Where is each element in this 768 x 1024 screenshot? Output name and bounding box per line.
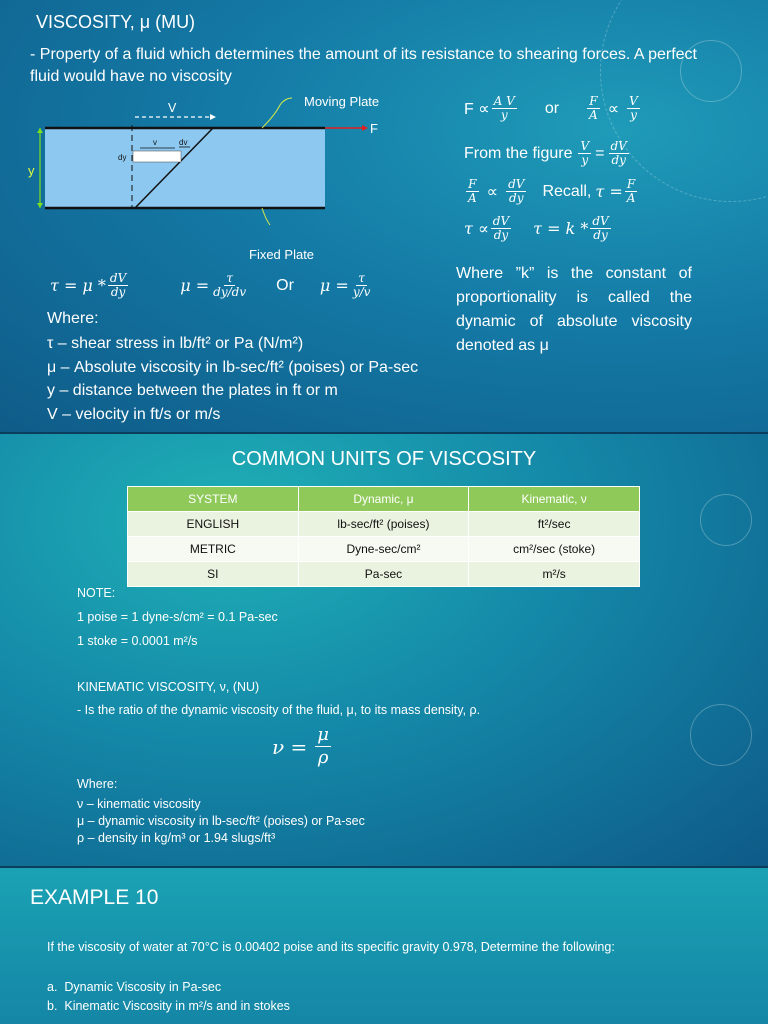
cell-system: METRIC [128,537,299,562]
dv-label: dv [179,138,188,147]
cell-kinematic: cm²/sec (stoke) [469,537,640,562]
def-nu: ν – kinematic viscosity [77,797,201,811]
fixed-plate-label: Fixed Plate [249,247,315,262]
cell-dynamic: Dyne-sec/cm² [298,537,469,562]
decor-circle [700,494,752,546]
def-mu-dynamic: μ – dynamic viscosity in lb-sec/ft² (poises) or Pa-sec [77,814,365,828]
eq-force-proportion: F ∝ $\frac{\text{A V}}{y}$ or $\frac{F}{A}$ ∝ $\frac{V}{y}$ [464,94,638,122]
k-constant-note: Where ”k” is the constant of proportionality is called the dynamic of absolute viscosity denoted as μ [456,265,692,354]
dy-label: dy [118,153,127,162]
kinematic-definition: - Is the ratio of the dynamic viscosity of the fluid, μ, to its mass density, ρ. [77,703,481,717]
slide2-title: COMMON UNITS OF VISCOSITY [231,448,537,470]
fixed-plate-leader [262,208,270,225]
slide-example [0,868,768,1024]
v-label: v [153,138,157,147]
example-item-a: a. Dynamic Viscosity in Pa-sec [47,980,222,994]
table-row [128,562,640,587]
force-label: F [370,121,378,136]
kinematic-title: KINEMATIC VISCOSITY, ν, (NU) [77,680,260,694]
header-dynamic: Dynamic, μ [298,487,469,512]
example-items [47,978,290,1016]
cell-kinematic: ft²/sec [469,512,640,537]
def-y: y – distance between the plates in ft or m [47,382,338,399]
kinematic-formula: ν = $\frac{\mu}{\rho}$ [272,724,329,768]
table-row [128,537,640,562]
slide-viscosity [0,0,768,432]
moving-plate-label: Moving Plate [304,94,380,109]
eq-newton-viscosity: τ = μ * $\frac{dV}{dy}$ μ = $\frac{\tau}{dy/dv}$ Or μ = $\frac{\tau}{y/v}$ [50,271,371,299]
cell-system: ENGLISH [128,512,299,537]
def-tau: τ – shear stress in lb/ft² or Pa (N/m²) [47,335,304,352]
def-v: V – velocity in ft/s or m/s [47,405,221,423]
variable-definitions [47,332,418,426]
table-row [128,512,640,537]
header-system: SYSTEM [128,487,299,512]
cell-dynamic: Pa-sec [298,562,469,587]
kinematic-definitions [77,796,365,847]
y-label: y [28,163,35,178]
def-mu: μ – Absolute viscosity in lb-sec/ft² (poises) or Pa-sec [47,358,419,376]
eq-tau-k: τ ∝ $\frac{dV}{dy}$ τ = k * $\frac{dV}{dy}$ [464,214,609,242]
where-label: Where: [47,310,99,327]
example-title: EXAMPLE 10 [30,886,159,909]
viscosity-definition: - Property of a fluid which determines the amount of its resistance to shearing forces. A perfect fluid would have no viscosity [30,46,697,85]
example-item-b: b. Kinematic Viscosity in m²/s and in stokes [47,999,290,1013]
velocity-label: V [168,101,177,115]
eq-from-figure: From the figure $\frac{V}{y}$ = $\frac{dV}{dy}$ [464,139,627,167]
note-poise: 1 poise = 1 dyne-s/cm² = 0.1 Pa-sec [77,610,278,624]
note-stoke: 1 stoke = 0.0001 m²/s [77,634,198,648]
def-rho: ρ – density in kg/m³ or 1.94 slugs/ft³ [77,831,276,845]
fluid-element [133,151,181,162]
decor-circle [690,704,752,766]
moving-plate-leader [262,98,292,128]
note-label: NOTE: [77,586,116,600]
where-label-2: Where: [77,777,118,791]
viscosity-diagram [0,95,440,225]
slide1-title: VISCOSITY, μ (MU) [36,12,196,32]
header-kinematic: Kinematic, ν [469,487,640,512]
cell-dynamic: lb-sec/ft² (poises) [298,512,469,537]
cell-kinematic: m²/s [469,562,640,587]
cell-system: SI [128,562,299,587]
eq-recall: $\frac{F}{A}$ ∝ $\frac{dV}{dy}$ Recall, τ = $\frac{F}{A}$ [468,177,636,205]
units-table [127,486,640,587]
slide-units [0,434,768,866]
example-problem: If the viscosity of water at 70°C is 0.00402 poise and its specific gravity 0.978, Determine the following: [47,940,615,954]
table-header-row [128,487,640,512]
